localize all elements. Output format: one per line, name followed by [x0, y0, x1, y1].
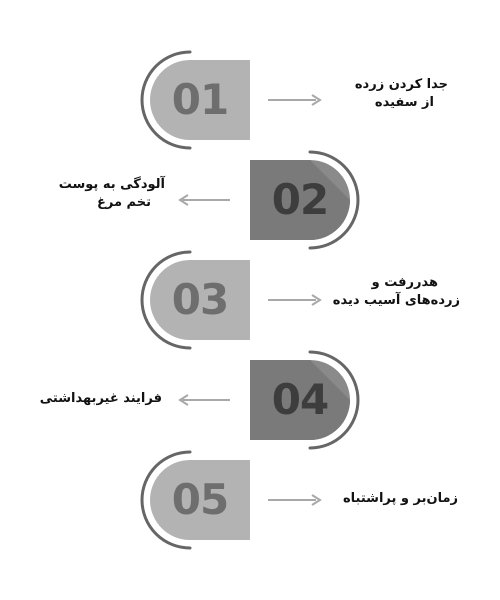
step-label: فرایند غیربهداشتی: [39, 391, 162, 406]
step-01: [0, 50, 500, 150]
number-tile: [150, 60, 250, 140]
number-tile: [150, 460, 250, 540]
arrow-right-icon: [268, 94, 322, 106]
arrow-right-icon: [268, 294, 322, 306]
step-label: هدررفت و زرده‌های آسیب دیده: [332, 275, 460, 308]
step-number: 03: [171, 275, 229, 324]
arrow-right-icon: [268, 494, 322, 506]
step-03: [0, 250, 500, 350]
number-tile: [250, 160, 350, 240]
step-label: آلودگی به پوست تخم مرغ: [58, 177, 165, 210]
step-number: 04: [271, 375, 329, 424]
step-number: 02: [271, 175, 329, 224]
step-number: 05: [171, 475, 229, 524]
step-04: [0, 350, 500, 450]
number-tile: [150, 260, 250, 340]
step-number: 01: [171, 75, 229, 124]
number-tile: [250, 360, 350, 440]
step-05: [0, 450, 500, 550]
step-label: زمان‌بر و پراشتباه: [343, 491, 458, 506]
arrow-left-icon: [178, 394, 232, 406]
step-02: [0, 150, 500, 250]
step-label: جدا کردن زرده از سفیده: [354, 77, 448, 110]
arrow-left-icon: [178, 194, 232, 206]
